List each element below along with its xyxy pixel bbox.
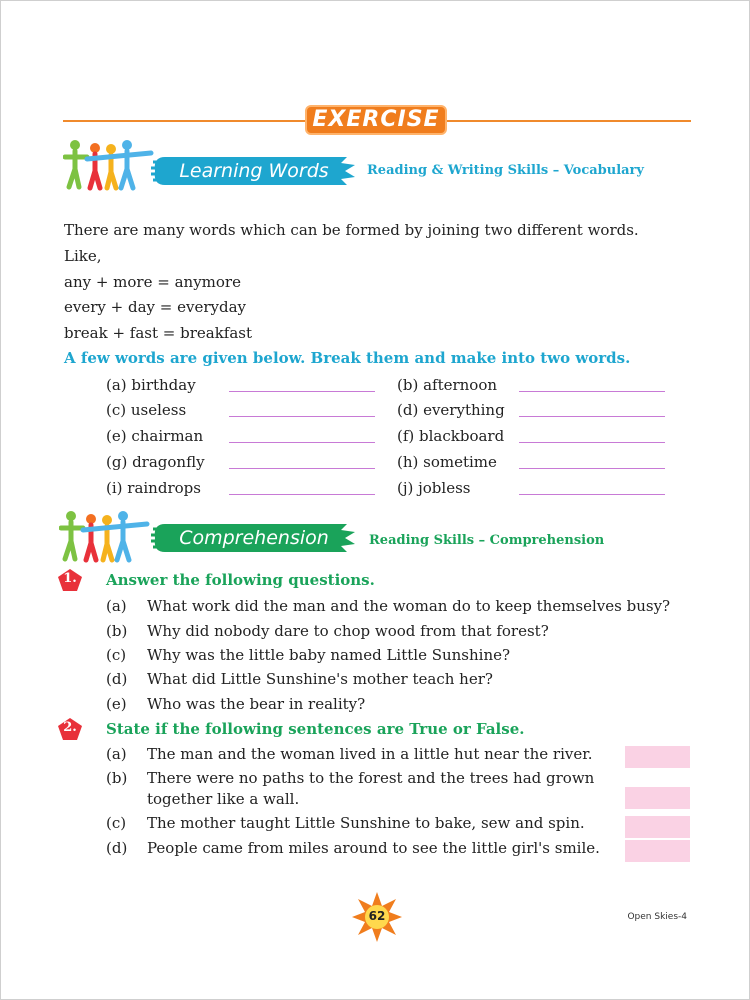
word-item: (g) dragonfly xyxy=(106,453,205,471)
question-item: What did Little Sunshine's mother teach her? xyxy=(147,670,493,688)
like-label: Like, xyxy=(64,247,102,265)
example-line: any + more = anymore xyxy=(64,273,241,291)
answer-blank[interactable] xyxy=(229,391,375,392)
true-false-answer-box[interactable] xyxy=(625,840,690,862)
question-1-heading: Answer the following questions. xyxy=(106,571,375,589)
word-item: (a) birthday xyxy=(106,376,196,394)
question-item: Why did nobody dare to chop wood from that forest? xyxy=(147,622,549,640)
true-false-answer-box[interactable] xyxy=(625,816,690,838)
answer-blank[interactable] xyxy=(519,494,665,495)
children-icon xyxy=(59,509,151,563)
vocabulary-skill-label: Reading & Writing Skills – Vocabulary xyxy=(367,163,644,178)
item-letter: (b) xyxy=(106,622,128,640)
learning-words-banner: Learning Words xyxy=(151,154,357,188)
word-item: (e) chairman xyxy=(106,427,204,445)
word-item: (j) jobless xyxy=(397,479,471,497)
statement-item: People came from miles around to see the little girl's smile. xyxy=(147,839,600,857)
statement-item: The mother taught Little Sunshine to bake, sew and spin. xyxy=(147,814,585,832)
answer-blank[interactable] xyxy=(229,442,375,443)
answer-blank[interactable] xyxy=(229,416,375,417)
example-line: every + day = everyday xyxy=(64,298,246,316)
answer-blank[interactable] xyxy=(519,468,665,469)
word-item: (b) afternoon xyxy=(397,376,498,394)
answer-blank[interactable] xyxy=(519,416,665,417)
comprehension-banner: Comprehension xyxy=(151,521,357,555)
statement-item: There were no paths to the forest and the trees had grown xyxy=(147,769,595,787)
answer-blank[interactable] xyxy=(519,391,665,392)
item-letter: (b) xyxy=(106,769,128,787)
word-item: (f) blackboard xyxy=(397,427,505,445)
word-item: (h) sometime xyxy=(397,453,497,471)
children-icon xyxy=(63,139,155,191)
item-letter: (e) xyxy=(106,695,127,713)
comprehension-skill-label: Reading Skills – Comprehension xyxy=(369,533,605,548)
answer-blank[interactable] xyxy=(229,494,375,495)
statement-item-continued: together like a wall. xyxy=(147,790,300,808)
page-number-badge: 62 xyxy=(351,891,403,943)
answer-blank[interactable] xyxy=(519,442,665,443)
item-letter: (c) xyxy=(106,814,127,832)
word-item: (i) raindrops xyxy=(106,479,201,497)
question-number-badge: 2. xyxy=(57,717,83,741)
word-item: (c) useless xyxy=(106,401,187,419)
break-words-instruction: A few words are given below. Break them and make into two words. xyxy=(64,349,631,367)
item-letter: (a) xyxy=(106,597,127,615)
item-letter: (a) xyxy=(106,745,127,763)
question-item: Who was the bear in reality? xyxy=(147,695,366,713)
question-number-badge: 1. xyxy=(57,568,83,592)
exercise-badge: EXERCISE xyxy=(305,105,447,135)
word-item: (d) everything xyxy=(397,401,505,419)
answer-blank[interactable] xyxy=(229,468,375,469)
item-letter: (d) xyxy=(106,839,128,857)
statement-item: The man and the woman lived in a little hut near the river. xyxy=(147,745,593,763)
true-false-answer-box[interactable] xyxy=(625,787,690,809)
question-item: What work did the man and the woman do to keep themselves busy? xyxy=(147,597,671,615)
intro-text: There are many words which can be formed by joining two different words. xyxy=(64,221,639,239)
item-letter: (c) xyxy=(106,646,127,664)
item-letter: (d) xyxy=(106,670,128,688)
book-title: Open Skies-4 xyxy=(627,912,687,922)
true-false-answer-box[interactable] xyxy=(625,746,690,768)
question-item: Why was the little baby named Little Sunshine? xyxy=(147,646,511,664)
example-line: break + fast = breakfast xyxy=(64,324,253,342)
question-2-heading: State if the following sentences are True or False. xyxy=(106,720,525,738)
